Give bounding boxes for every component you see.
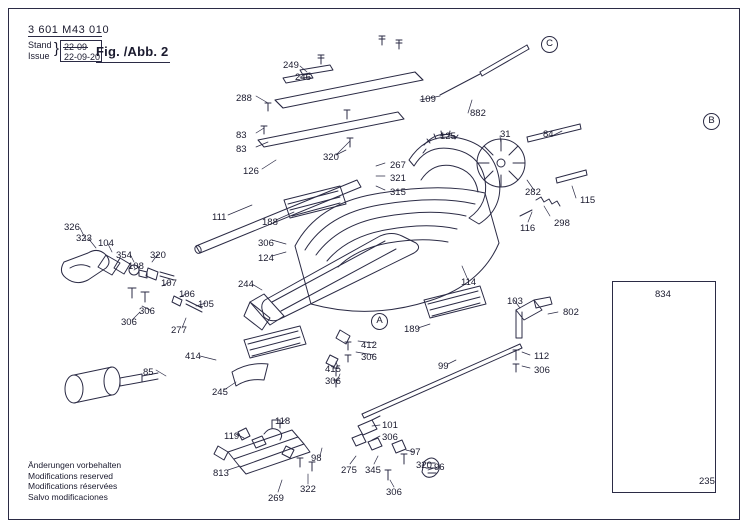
- callout-306-h: 306: [386, 487, 402, 498]
- callout-124: 124: [258, 253, 274, 264]
- callout-96: 96: [434, 462, 445, 473]
- callout-813: 813: [213, 468, 229, 479]
- callout-118: 118: [275, 416, 291, 427]
- callout-125: 125: [440, 131, 456, 142]
- callout-306-e: 306: [534, 365, 550, 376]
- callout-412: 412: [361, 340, 377, 351]
- callout-109: 109: [420, 94, 436, 105]
- callout-320-b: 320: [150, 250, 166, 261]
- figure-label: Fig. /Abb. 2: [96, 44, 169, 59]
- callout-85: 85: [143, 367, 154, 378]
- callout-306-b: 306: [139, 306, 155, 317]
- callout-103: 103: [507, 296, 523, 307]
- callout-882: 882: [470, 108, 486, 119]
- callout-323: 323: [76, 233, 92, 244]
- header-divider: [28, 36, 102, 37]
- callout-834: 834: [655, 289, 671, 300]
- callout-235: 235: [699, 476, 715, 487]
- callout-306-g: 306: [382, 432, 398, 443]
- callout-31: 31: [500, 129, 511, 140]
- callout-246: 246: [295, 72, 311, 83]
- callout-112: 112: [534, 351, 550, 362]
- stand-date-old: 22-09: [64, 42, 88, 52]
- figure-underline: [96, 62, 170, 63]
- detail-inset-frame: [612, 281, 716, 493]
- callout-115: 115: [580, 195, 596, 206]
- callout-298: 298: [554, 218, 570, 229]
- callout-306-d: 306: [361, 352, 377, 363]
- callout-306-a: 306: [258, 238, 274, 249]
- callout-106: 106: [179, 289, 195, 300]
- callout-244: 244: [238, 279, 254, 290]
- callout-802: 802: [563, 307, 579, 318]
- callout-108: 108: [128, 261, 144, 272]
- part-number: 3 601 M43 010: [28, 24, 110, 36]
- footer-line-de: Änderungen vorbehalten: [28, 460, 122, 470]
- callout-320-c: 320: [416, 460, 432, 471]
- callout-99: 99: [438, 361, 449, 372]
- callout-345: 345: [365, 465, 381, 476]
- callout-267: 267: [390, 160, 406, 171]
- callout-83-b: 83: [236, 144, 247, 155]
- callout-354: 354: [116, 250, 132, 261]
- callout-322: 322: [300, 484, 316, 495]
- callout-326: 326: [64, 222, 80, 233]
- ref-letter-B: B: [703, 113, 720, 130]
- revision-brace: }: [54, 40, 60, 57]
- stand-label: Stand: [28, 40, 52, 50]
- legal-footer: [28, 460, 121, 502]
- callout-415: 415: [325, 364, 341, 375]
- ref-letter-A: A: [371, 313, 388, 330]
- callout-107: 107: [161, 278, 177, 289]
- footer-line-en: Modifications reserved: [28, 470, 114, 481]
- callout-105: 105: [198, 299, 214, 310]
- callout-97: 97: [410, 447, 421, 458]
- footer-line-es: Salvo modificaciones: [28, 491, 108, 502]
- issue-date-new: 22-09-20: [64, 52, 101, 62]
- ref-letter-C: C: [541, 36, 558, 53]
- callout-320-a: 320: [323, 152, 339, 163]
- callout-126: 126: [243, 166, 259, 177]
- callout-321: 321: [390, 173, 406, 184]
- callout-84: 84: [543, 129, 554, 140]
- callout-119: 119: [224, 431, 240, 442]
- callout-83-a: 83: [236, 130, 247, 141]
- callout-414: 414: [185, 351, 201, 362]
- callout-288: 288: [236, 93, 252, 104]
- callout-315: 315: [390, 187, 406, 198]
- callout-275: 275: [341, 465, 357, 476]
- callout-249: 249: [283, 60, 299, 71]
- callout-245: 245: [212, 387, 228, 398]
- callout-277: 277: [171, 325, 187, 336]
- callout-114: 114: [461, 277, 477, 288]
- callout-306-c: 306: [121, 317, 137, 328]
- callout-269: 269: [268, 493, 284, 504]
- callout-116: 116: [520, 223, 536, 234]
- callout-188: 188: [262, 217, 278, 228]
- callout-111: 111: [212, 212, 227, 223]
- callout-104: 104: [98, 238, 114, 249]
- callout-98: 98: [311, 453, 322, 464]
- callout-306-f: 306: [325, 376, 341, 387]
- callout-101: 101: [382, 420, 398, 431]
- callout-189: 189: [404, 324, 420, 335]
- footer-line-fr: Modifications réservées: [28, 481, 118, 491]
- callout-282: 282: [525, 187, 541, 198]
- issue-label: Issue: [28, 51, 50, 61]
